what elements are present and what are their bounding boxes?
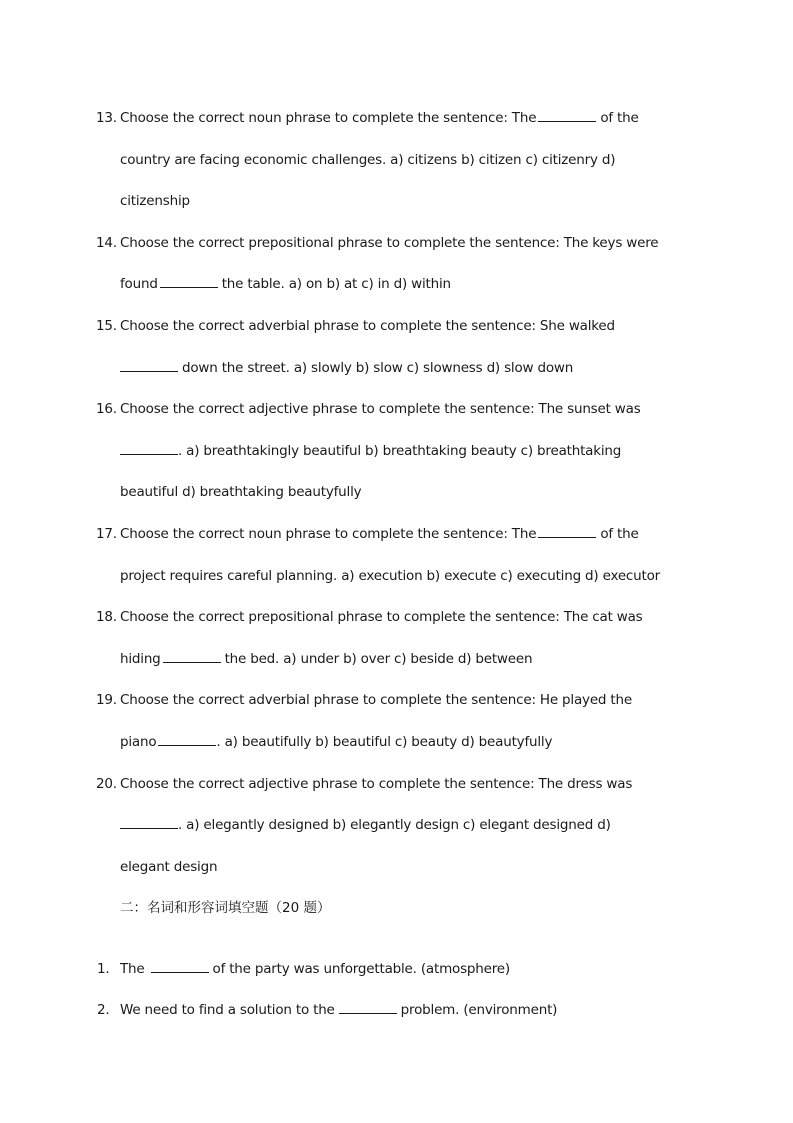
question-text-line: . a) breathtakingly beautiful b) breathtaking beauty c) breathtaking — [120, 441, 621, 461]
question-number: 16. — [96, 401, 117, 417]
question-text-line: Choose the correct noun phrase to complete the sentence: The of the — [120, 110, 639, 126]
question-text-line: Choose the correct prepositional phrase to complete the sentence: The cat was — [120, 609, 643, 625]
question-text-line: We need to find a solution to the problem. (environment) — [120, 1002, 558, 1018]
answer-blank[interactable] — [339, 1001, 397, 1014]
question-number: 17. — [96, 526, 117, 542]
answer-blank[interactable] — [538, 109, 596, 122]
question-number: 18. — [96, 609, 117, 625]
question-number: 14. — [96, 235, 117, 251]
question-text-line: elegant design — [120, 859, 218, 875]
question-text-line: Choose the correct adjective phrase to complete the sentence: The dress was — [120, 776, 633, 792]
question-number: 1. — [97, 961, 110, 977]
answer-blank[interactable] — [120, 442, 178, 455]
question-number: 15. — [96, 318, 117, 334]
answer-blank[interactable] — [160, 275, 218, 288]
question-text-line: found the table. a) on b) at c) in d) within — [120, 276, 451, 292]
answer-blank[interactable] — [151, 960, 209, 973]
question-number: 19. — [96, 692, 117, 708]
question-text-line: project requires careful planning. a) execution b) execute c) executing d) executor — [120, 568, 661, 584]
question-text-line: Choose the correct prepositional phrase to complete the sentence: The keys were — [120, 235, 659, 251]
answer-blank[interactable] — [120, 816, 178, 829]
question-text-line: piano . a) beautifully b) beautiful c) beauty d) beautyfully — [120, 734, 553, 750]
question-text-line: beautiful d) breathtaking beautyfully — [120, 484, 362, 500]
question-text-line: The of the party was unforgettable. (atmosphere) — [120, 961, 510, 977]
question-text-line: country are facing economic challenges. a) citizens b) citizen c) citizenry d) — [120, 152, 616, 168]
section-heading: 二：名词和形容词填空题（20 题） — [120, 900, 331, 916]
answer-blank[interactable] — [120, 359, 178, 372]
question-text-line: . a) elegantly designed b) elegantly design c) elegant designed d) — [120, 815, 611, 835]
question-number: 13. — [96, 110, 117, 126]
question-text-line: hiding the bed. a) under b) over c) beside d) between — [120, 651, 533, 667]
question-text-line: Choose the correct adjective phrase to complete the sentence: The sunset was — [120, 401, 641, 417]
question-text-line: down the street. a) slowly b) slow c) slowness d) slow down — [120, 358, 573, 378]
question-text-line: Choose the correct adverbial phrase to complete the sentence: He played the — [120, 692, 632, 708]
question-number: 20. — [96, 776, 117, 792]
question-number: 2. — [97, 1002, 110, 1018]
question-text-line: citizenship — [120, 193, 190, 209]
answer-blank[interactable] — [158, 733, 216, 746]
question-text-line: Choose the correct adverbial phrase to complete the sentence: She walked — [120, 318, 615, 334]
answer-blank[interactable] — [538, 525, 596, 538]
answer-blank[interactable] — [163, 650, 221, 663]
question-text-line: Choose the correct noun phrase to complete the sentence: The of the — [120, 526, 639, 542]
